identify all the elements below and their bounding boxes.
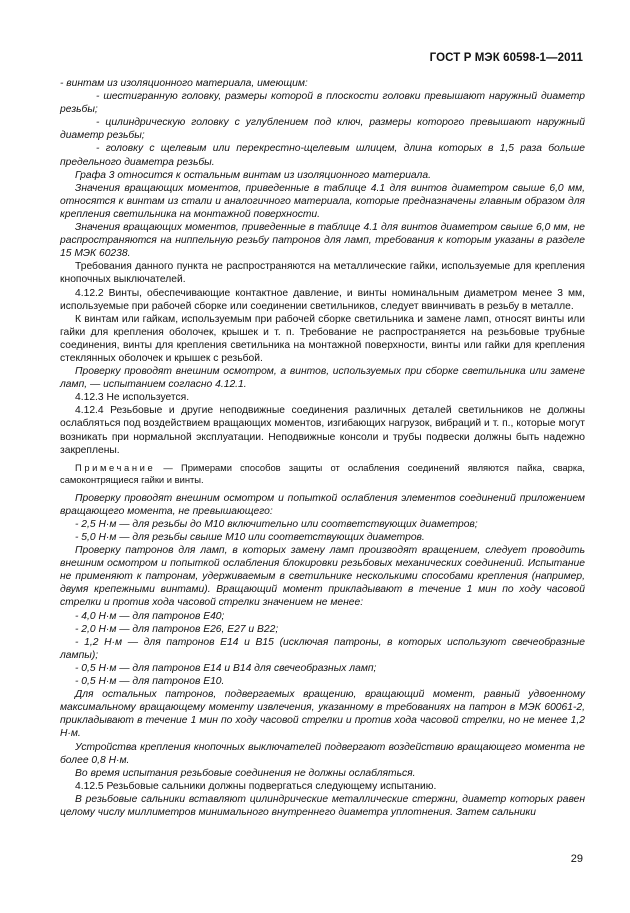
list-item: - 2,5 Н·м — для резьбы до М10 включительно или соответствующих диаметров; [75, 518, 478, 530]
paragraph: 4.12.5 Резьбовые сальники должны подвергаться следующему испытанию. [75, 780, 437, 792]
list-item: - 0,5 Н·м — для патронов Е14 и В14 для свечеобразных ламп; [75, 662, 377, 674]
paragraph: Проверку проводят внешним осмотром, а винтов, используемых при сборке светильника или замене ламп, — испытанием согласно 4.12.1. [60, 366, 585, 391]
paragraph: - шестигранную головку, размеры которой в плоскости головки превышают наружный диаметр резьбы; [60, 91, 585, 116]
paragraph: Проверку патронов для ламп, в которых замену ламп производят вращением, следует проводить внешним осмотром и попыткой ослабления блокировки резьбовых механических соединений. Испытание не применяют к патронам, удерживаемым в светильнике несколькими способами крепления (например, двумя крепежными винтами). Вращающий момент прикладывают в течение 1 мин по ходу часовой стрелки и против хода часовой стрелки значением не менее: [60, 545, 585, 609]
list-item: - 0,5 Н·м — для патронов Е10. [75, 676, 225, 688]
paragraph: Значения вращающих моментов, приведенные в таблице 4.1 для винтов диаметром свыше 6,0 мм, не распространяются на ниппельную резьбу патронов для ламп, требования к которым указаны в разделе 15 МЭК 60238. [60, 222, 585, 260]
paragraph: - цилиндрическую головку с углублением под ключ, размеры которого превышают наружный диаметр резьбы; [60, 117, 585, 142]
paragraph: - головку с щелевым или перекрестно-щелевым шлицем, длина которых в 1,5 раза больше предельного диаметра резьбы. [60, 143, 585, 168]
paragraph: 4.12.4 Резьбовые и другие неподвижные соединения различных деталей светильников не должны ослабляться под воздействием вращающих моментов, изгибающих нагрузок, вибраций и т. п., которые могут возникать при нормальной эксплуатации. Неподвижные консоли и трубы подвески должны быть надежно закреплены. [60, 405, 585, 456]
page-number: 29 [570, 853, 583, 865]
document-header: ГОСТ Р МЭК 60598-1—2011 [429, 52, 583, 64]
paragraph: Значения вращающих моментов, приведенные в таблице 4.1 для винтов диаметром свыше 6,0 мм, относятся к винтам из стали и аналогичного материала, которые предназначены главным образом для крепления светильника на монтажной поверхности. [60, 182, 585, 220]
list-item: - 1,2 Н·м — для патронов Е14 и В15 (исключая патроны, в которых используют свечеобразные лампы); [60, 636, 585, 661]
paragraph: Проверку проводят внешним осмотром и попыткой ослабления элементов соединений приложением вращающего момента, не превышающего: [60, 492, 585, 517]
paragraph: Для остальных патронов, подвергаемых вращению, вращающий момент, равный удвоенному максимальному вращающему моменту извлечения, указанному в требованиях на патрон в МЭК 60061-2, прикладывают в течение 1 мин по ходу часовой стрелки и против хода часовой стрелки, но не менее 1,2 Н·м. [60, 689, 585, 740]
note-label: Примечание [75, 461, 156, 473]
paragraph: К винтам или гайкам, используемым при рабочей сборке светильника и замене ламп, относят винты или гайки для крепления оболочек, крышек и т. п. Требование не распространяется на резьбовые трубные соединения, винты для крепления светильника на монтажной поверхности, винты или гайки для крепления стеклянных оболочек и крышек с резьбой. [60, 313, 585, 364]
list-item: - 5,0 Н·м — для резьбы свыше М10 или соответствующих диаметров. [75, 532, 425, 543]
note-text: — Примерами способов защиты от ослабления соединений являются пайка, сварка, самоконтрящиеся гайки и винты. [60, 461, 585, 485]
paragraph: Во время испытания резьбовые соединения не должны ослабляться. [75, 767, 416, 779]
paragraph: Требования данного пункта не распространяются на металлические гайки, используемые для крепления кнопочных выключателей. [60, 261, 585, 286]
paragraph: 4.12.3 Не используется. [75, 392, 190, 404]
paragraph: Графа 3 относится к остальным винтам из изоляционного материала. [75, 169, 431, 181]
paragraph: 4.12.2 Винты, обеспечивающие контактное давление, и винты номинальным диаметром менее 3 мм, используемые при рабочей сборке или соединении светильников, следует ввинчивать в резьбу в металле. [60, 287, 585, 312]
note-paragraph [60, 462, 585, 486]
paragraph: - винтам из изоляционного материала, имеющим: [60, 78, 308, 89]
paragraph: Устройства крепления кнопочных выключателей подвергают воздействию вращающего момента не более 0,8 Н·м. [60, 741, 585, 766]
list-item: - 4,0 Н·м — для патронов Е40; [75, 610, 225, 622]
list-item: - 2,0 Н·м — для патронов Е26, Е27 и В22; [75, 623, 279, 635]
body-text [60, 77, 585, 819]
paragraph: В резьбовые сальники вставляют цилиндрические металлические стержни, диаметр которых равен целому числу миллиметров минимального внутреннего диаметра уплотнения. Затем сальники [60, 793, 585, 818]
